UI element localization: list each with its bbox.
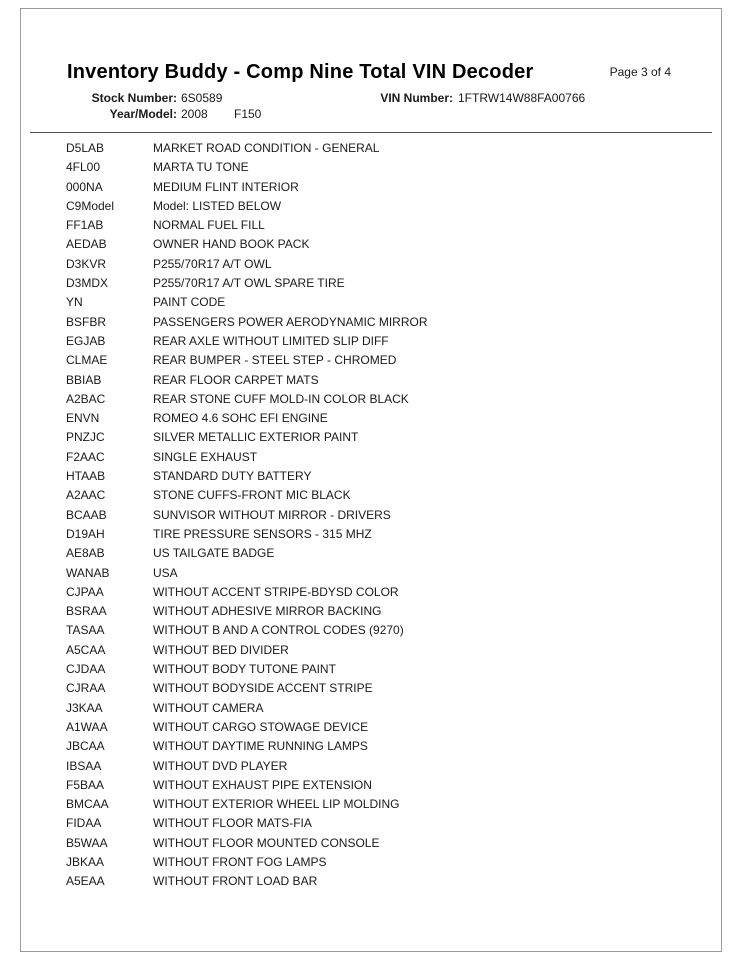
vin-row	[66, 776, 721, 795]
page-title: Inventory Buddy - Comp Nine Total VIN Decoder	[67, 61, 534, 83]
row-description: SILVER METALLIC EXTERIOR PAINT	[153, 430, 359, 445]
vin-row	[66, 814, 721, 833]
vin-row	[66, 158, 721, 177]
row-description: Model: LISTED BELOW	[153, 198, 282, 213]
row-code: F5BAA	[66, 777, 105, 792]
row-description: MARTA TU TONE	[153, 160, 249, 175]
row-code: BSRAA	[66, 604, 107, 619]
row-description: WITHOUT BODY TUTONE PAINT	[153, 662, 336, 677]
row-code: A1WAA	[66, 719, 108, 734]
year-value: 2008	[181, 107, 208, 121]
vin-row	[66, 564, 721, 583]
vin-row	[66, 525, 721, 544]
vin-row	[66, 313, 721, 332]
row-code: 4FL00	[66, 160, 101, 175]
vin-row	[66, 834, 721, 853]
row-description: US TAILGATE BADGE	[153, 546, 275, 561]
row-description: WITHOUT EXHAUST PIPE EXTENSION	[153, 777, 372, 792]
stock-number-label: Stock Number:	[91, 91, 177, 105]
stock-vin-line	[21, 91, 721, 107]
row-code: A5EAA	[66, 874, 105, 889]
vin-row	[66, 467, 721, 486]
vin-row	[66, 718, 721, 737]
vin-row	[66, 371, 721, 390]
row-code: D3KVR	[66, 256, 107, 271]
row-code: WANAB	[66, 565, 110, 580]
row-code: EGJAB	[66, 333, 106, 348]
vin-row	[66, 679, 721, 698]
row-description: SUNVISOR WITHOUT MIRROR - DRIVERS	[153, 507, 391, 522]
row-description: WITHOUT DAYTIME RUNNING LAMPS	[153, 739, 368, 754]
row-code: CLMAE	[66, 353, 108, 368]
row-description: MARKET ROAD CONDITION - GENERAL	[153, 141, 380, 155]
row-code: J3KAA	[66, 700, 103, 715]
vin-row	[66, 428, 721, 447]
row-description: SINGLE EXHAUST	[153, 449, 258, 464]
row-description: WITHOUT CAMERA	[153, 700, 264, 715]
vin-row	[66, 486, 721, 505]
row-description: REAR FLOOR CARPET MATS	[153, 372, 319, 387]
row-description: OWNER HAND BOOK PACK	[153, 237, 310, 252]
row-code: C9Model	[66, 198, 115, 213]
row-code: JBKAA	[66, 854, 105, 869]
row-description: WITHOUT BODYSIDE ACCENT STRIPE	[153, 681, 373, 696]
vin-row	[66, 255, 721, 274]
vin-row	[66, 351, 721, 370]
vin-row	[66, 544, 721, 563]
row-description: MEDIUM FLINT INTERIOR	[153, 179, 299, 194]
row-description: WITHOUT DVD PLAYER	[153, 758, 288, 773]
vin-row	[66, 293, 721, 312]
document-page	[20, 8, 722, 952]
row-code: CJRAA	[66, 681, 106, 696]
row-code: PNZJC	[66, 430, 105, 445]
year-model-label: Year/Model:	[109, 107, 177, 121]
row-code: FF1AB	[66, 218, 104, 233]
row-code: D3MDX	[66, 276, 109, 291]
vin-row	[66, 795, 721, 814]
row-code: D19AH	[66, 526, 105, 541]
vin-row	[66, 448, 721, 467]
vin-number-label: VIN Number:	[380, 91, 453, 105]
vin-row	[66, 332, 721, 351]
header-divider	[30, 132, 712, 133]
row-code: BCAAB	[66, 507, 107, 522]
page-indicator: Page 3 of 4	[609, 65, 671, 79]
row-description: REAR AXLE WITHOUT LIMITED SLIP DIFF	[153, 333, 389, 348]
vin-row	[66, 621, 721, 640]
row-code: BBIAB	[66, 372, 102, 387]
stock-number-value: 6S0589	[181, 91, 223, 105]
row-code: CJPAA	[66, 584, 104, 599]
vin-number-value: 1FTRW14W88FA00766	[458, 91, 586, 105]
vin-row	[66, 506, 721, 525]
row-description: WITHOUT B AND A CONTROL CODES (9270)	[153, 623, 404, 638]
vin-row	[66, 197, 721, 216]
vin-row	[66, 409, 721, 428]
row-description: PAINT CODE	[153, 295, 226, 310]
row-code: TASAA	[66, 623, 105, 638]
row-code: F2AAC	[66, 449, 105, 464]
row-description: REAR STONE CUFF MOLD-IN COLOR BLACK	[153, 391, 409, 406]
vin-row	[66, 737, 721, 756]
vin-row	[66, 390, 721, 409]
row-code: ENVN	[66, 411, 100, 426]
vehicle-meta	[21, 91, 721, 123]
row-description: NORMAL FUEL FILL	[153, 218, 265, 233]
vin-row	[66, 853, 721, 872]
vin-row	[66, 583, 721, 602]
row-description: WITHOUT FLOOR MATS-FIA	[153, 816, 312, 831]
row-code: JBCAA	[66, 739, 105, 754]
row-code: HTAAB	[66, 469, 106, 484]
document-header	[21, 9, 721, 84]
row-code: BSFBR	[66, 314, 107, 329]
row-code: FIDAA	[66, 816, 102, 831]
row-code: IBSAA	[66, 758, 102, 773]
year-model-line	[21, 107, 721, 123]
row-code: A2AAC	[66, 488, 106, 503]
row-description: REAR BUMPER - STEEL STEP - CHROMED	[153, 353, 397, 368]
model-value: F150	[234, 107, 262, 121]
row-description: PASSENGERS POWER AERODYNAMIC MIRROR	[153, 314, 428, 329]
row-description: WITHOUT FRONT LOAD BAR	[153, 874, 318, 889]
row-code: YN	[66, 295, 83, 310]
vin-row	[66, 216, 721, 235]
vin-row	[66, 699, 721, 718]
row-code: D5LAB	[66, 141, 105, 155]
row-description: USA	[153, 565, 178, 580]
vin-row	[66, 660, 721, 679]
vin-row	[66, 139, 721, 158]
vin-row	[66, 235, 721, 254]
row-description: TIRE PRESSURE SENSORS - 315 MHZ	[153, 526, 372, 541]
row-description: WITHOUT FRONT FOG LAMPS	[153, 854, 327, 869]
vin-rows	[21, 139, 721, 892]
row-code: B5WAA	[66, 835, 108, 850]
row-code: A2BAC	[66, 391, 106, 406]
row-description: WITHOUT FLOOR MOUNTED CONSOLE	[153, 835, 380, 850]
row-description: ROMEO 4.6 SOHC EFI ENGINE	[153, 411, 328, 426]
row-description: WITHOUT BED DIVIDER	[153, 642, 289, 657]
row-description: WITHOUT EXTERIOR WHEEL LIP MOLDING	[153, 797, 400, 812]
vin-row	[66, 274, 721, 293]
row-code: 000NA	[66, 179, 103, 194]
row-code: CJDAA	[66, 662, 106, 677]
vin-row	[66, 757, 721, 776]
row-code: A5CAA	[66, 642, 106, 657]
vin-row	[66, 641, 721, 660]
vin-row	[66, 178, 721, 197]
row-code: AEDAB	[66, 237, 107, 252]
vin-row	[66, 602, 721, 621]
row-description: STONE CUFFS-FRONT MIC BLACK	[153, 488, 351, 503]
row-description: P255/70R17 A/T OWL SPARE TIRE	[153, 276, 345, 291]
vin-row	[66, 872, 721, 891]
row-description: P255/70R17 A/T OWL	[153, 256, 272, 271]
row-description: STANDARD DUTY BATTERY	[153, 469, 312, 484]
row-description: WITHOUT CARGO STOWAGE DEVICE	[153, 719, 369, 734]
row-code: AE8AB	[66, 546, 105, 561]
row-description: WITHOUT ADHESIVE MIRROR BACKING	[153, 604, 382, 619]
row-description: WITHOUT ACCENT STRIPE-BDYSD COLOR	[153, 584, 399, 599]
row-code: BMCAA	[66, 797, 109, 812]
